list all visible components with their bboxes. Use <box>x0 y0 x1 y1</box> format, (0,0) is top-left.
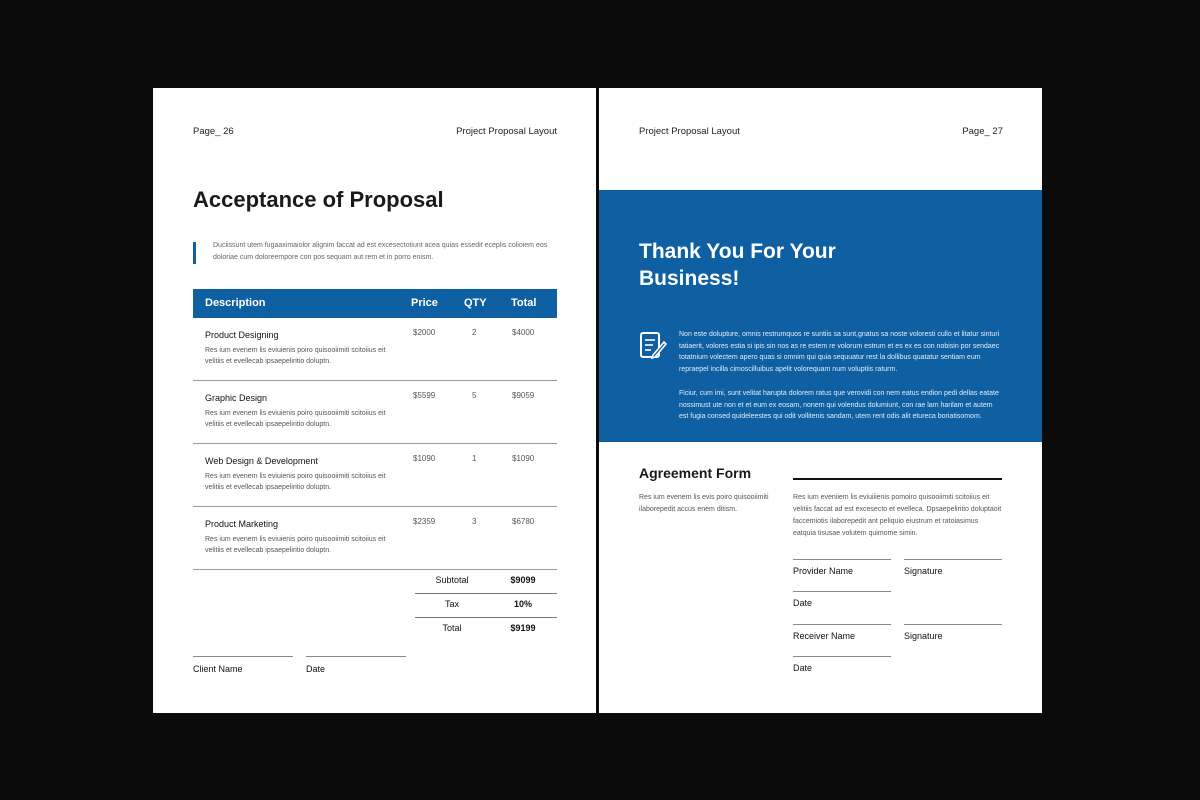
thank-you-title <box>639 238 899 292</box>
band-paragraph-1: Non este dolupture, omnis restrumquos re suntiis sa sunt,gnatus sa noste voloresti cullo et litatur sinturi tatiaerit, volores estia si ipis sin nos as re estem re volorum estrum et es ex es con nobisin por sendaec totatnium volectem apero quas si omnim qui quia sequuatur rest la dollibus quatatur sentiam eum repraepel incilla cimoscilluibus apelit volorequam num voluptiis raturm. <box>679 331 1000 374</box>
summary-label: Tax <box>444 599 459 609</box>
summary-value: $9099 <box>510 575 536 585</box>
signature-line-1[interactable] <box>904 559 1002 560</box>
header-price: Price <box>411 297 438 309</box>
row-total: $6780 <box>512 517 535 526</box>
thank-you-line2: Business! <box>639 267 740 290</box>
date-line-2[interactable] <box>793 656 891 657</box>
agreement-title: Agreement Form <box>639 465 752 481</box>
row-total: $1090 <box>512 454 535 463</box>
row-price: $5599 <box>413 391 436 400</box>
header-description: Description <box>205 297 266 309</box>
agreement-rule <box>793 478 1002 480</box>
client-name-line[interactable] <box>193 656 293 657</box>
row-desc: Res ium evenem lis eviuienis poiro quisooiimiti scitoiius eit velitiis et evellecab ipsaepeliritio doluptn. <box>205 410 386 428</box>
summary-value: $9199 <box>510 623 536 633</box>
date-line[interactable] <box>306 656 406 657</box>
row-qty: 2 <box>472 328 477 337</box>
page-number: Page_ 26 <box>193 126 234 137</box>
row-desc: Res ium evenem lis eviuienis poiro quisooiimiti scitoiius eit velitiis et evellecab ipsaepeliritio doluptn. <box>205 347 386 365</box>
row-qty: 3 <box>472 517 477 526</box>
page-number: Page_ 27 <box>962 126 1003 137</box>
row-name: Graphic Design <box>205 393 268 403</box>
agreement-right-text: Res ium eveniiem lis eviuiiienis pomoiro quisooiimiti scitoiius eit velitiis faccat ad est excesecto et evellecа. Dpsaepeliritio doluptaoit faccemiotis ilaborepedit ant peliquio eiustrum et ratoiasimus eatquia tisusae volutem quimome simin. <box>793 494 1002 537</box>
row-price: $2359 <box>413 517 436 526</box>
thank-you-line1: Thank You For Your <box>639 240 836 263</box>
row-price: $1090 <box>413 454 436 463</box>
summary-tax <box>415 593 557 618</box>
document-pen-icon <box>639 330 667 360</box>
intro-text: Duciissunt utem fugaaximaiolor alignim faccat ad est excesectotiunt acea quias essedit eceplis colioiem eos doloriae cum doloreempore con pos sequam aut rem et in porro enism. <box>213 242 548 261</box>
row-qty: 5 <box>472 391 477 400</box>
intro-accent-bar <box>193 242 196 264</box>
summary-label: Total <box>442 623 462 633</box>
row-name: Web Design & Development <box>205 456 318 466</box>
date-label-1: Date <box>793 598 813 608</box>
signature-label-2: Signature <box>904 631 943 641</box>
thank-you-band <box>599 190 1042 442</box>
header-qty: QTY <box>464 297 487 309</box>
page-left <box>153 88 596 713</box>
row-name: Product Designing <box>205 330 279 340</box>
agreement-left-text: Res ium evenem lis evis poiro quisooiimiti ilaborepedit accus enem ditism. <box>639 494 769 513</box>
provider-name-line[interactable] <box>793 559 891 560</box>
table-row <box>193 381 557 444</box>
table-header <box>193 289 557 318</box>
receiver-name-label: Receiver Name <box>793 631 856 641</box>
table-row <box>193 318 557 381</box>
date-line-1[interactable] <box>793 591 891 592</box>
band-paragraph-2: Ficiur, cum imi, sunt velitat harupta dolorem ratus que verovidi con nem eatus endion pedi dellas eatate nossimust ute non et et eum ex eosam, nonem qui volendus dolumiunt, con rae lam harilam et autem est fugia consed quideleestes qui odit vollitenis sandam, utem rent odis alit etureca boriatisomom. <box>679 390 999 421</box>
summary-total <box>415 617 557 641</box>
date-label: Date <box>306 664 326 674</box>
header-title: Project Proposal Layout <box>639 126 740 137</box>
date-label-2: Date <box>793 663 813 673</box>
header-title: Project Proposal Layout <box>456 126 557 137</box>
row-name: Product Marketing <box>205 519 279 529</box>
signature-label-1: Signature <box>904 566 943 576</box>
row-desc: Res ium evenem lis eviuienis poiro quisooiimiti scitoiius eit velitiis et evellecab ipsaepeliritio doluptn. <box>205 536 386 554</box>
table-row <box>193 507 557 570</box>
summary-value: 10% <box>513 599 532 609</box>
row-total: $4000 <box>512 328 535 337</box>
table-row <box>193 444 557 507</box>
signature-line-2[interactable] <box>904 624 1002 625</box>
row-total: $9059 <box>512 391 535 400</box>
summary-subtotal <box>415 569 557 594</box>
header-total: Total <box>511 297 537 309</box>
row-price: $2000 <box>413 328 436 337</box>
row-qty: 1 <box>472 454 477 463</box>
client-name-label: Client Name <box>193 664 243 674</box>
page-right <box>599 88 1042 713</box>
provider-name-label: Provider Name <box>793 566 854 576</box>
row-desc: Res ium evenem lis eviuienis poiro quisooiimiti scitoiius eit velitiis et evellecab ipsaepeliritio doluptn. <box>205 473 386 491</box>
page-title: Acceptance of Proposal <box>193 187 444 212</box>
receiver-name-line[interactable] <box>793 624 891 625</box>
summary-label: Subtotal <box>435 575 469 585</box>
